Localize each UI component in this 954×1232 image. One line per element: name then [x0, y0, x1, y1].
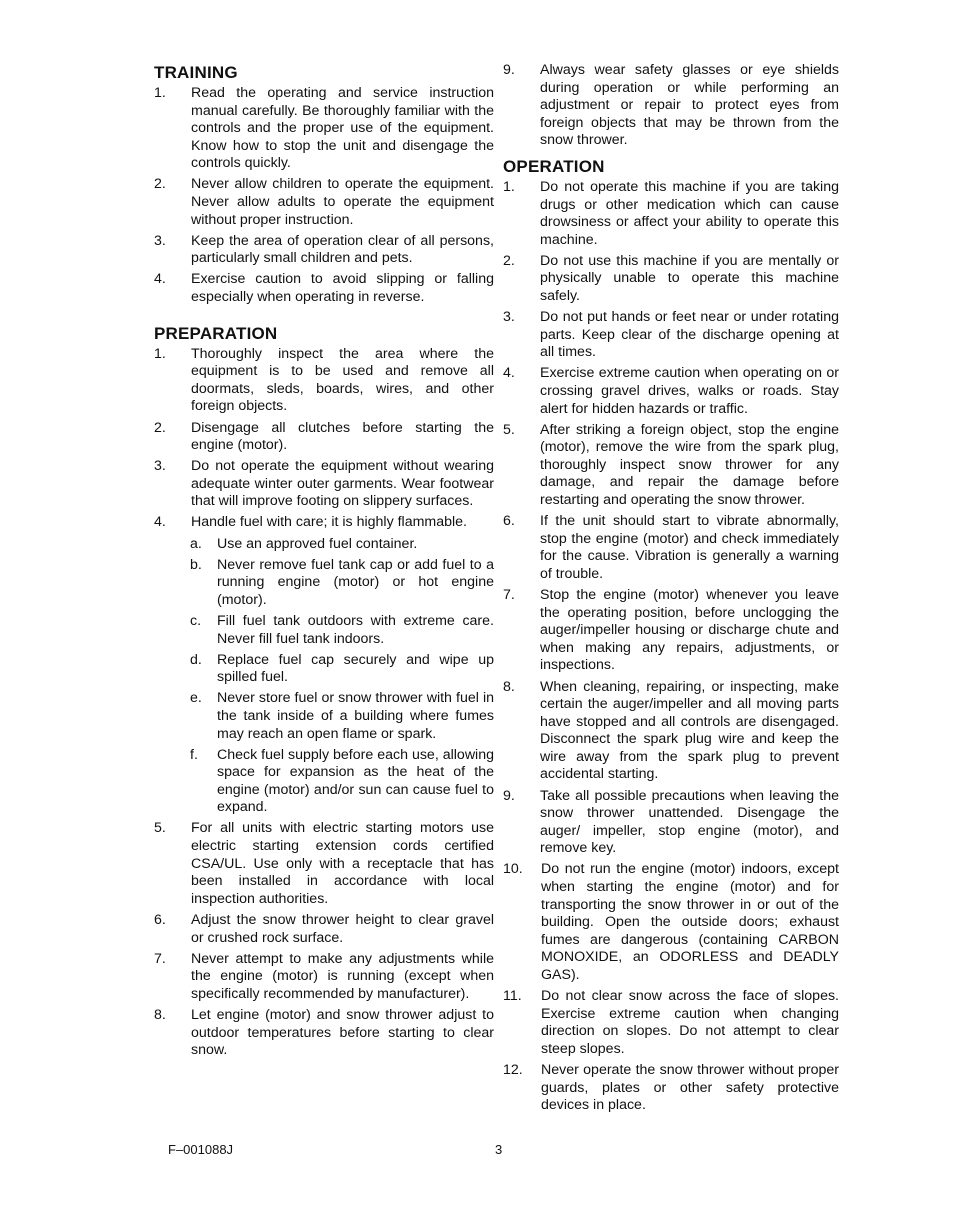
item-number: 4.: [154, 514, 166, 531]
list-item: [154, 912, 494, 947]
list-item: [503, 253, 839, 306]
item-text: Do not operate this machine if you are taking drugs or other medication which can cause drowsiness or affect your ability to operate this machine.: [540, 178, 839, 248]
item-number: 12.: [503, 1061, 523, 1078]
sub-list-item: [154, 613, 494, 648]
fuel-sublist: [154, 536, 494, 817]
list-item: [503, 679, 839, 785]
item-text: Do not put hands or feet near or under rotating parts. Keep clear of the discharge opening at all times.: [540, 309, 839, 361]
item-text: Never operate the snow thrower without proper guards, plates or other safety protective devices in place.: [541, 1061, 839, 1114]
item-text: Always wear safety glasses or eye shields during operation or while performing an adjustment or repair to protect eyes from foreign objects that may be thrown from the snow thrower.: [540, 62, 839, 149]
list-item: [154, 176, 494, 229]
list-item: [154, 346, 494, 416]
item-text: Never allow children to operate the equipment. Never allow adults to operate the equipment without proper instruction.: [191, 176, 494, 228]
item-number: 1.: [503, 178, 515, 195]
right-column: [503, 62, 839, 1118]
list-item: [154, 233, 494, 268]
item-number: 3.: [503, 309, 515, 326]
item-text: Read the operating and service instruction manual carefully. Be thoroughly familiar with the controls and the proper use of the equipment. Know how to stop the unit and disengage the controls quickly.: [191, 85, 494, 172]
item-number: 9.: [503, 62, 515, 78]
item-number: 6.: [154, 911, 166, 928]
list-item: [503, 788, 839, 858]
sub-item-text: Fill fuel tank outdoors with extreme care. Never fill fuel tank indoors.: [217, 612, 494, 647]
operation-heading: OPERATION: [503, 156, 605, 176]
list-item: [154, 271, 494, 306]
sub-item-letter: f.: [190, 746, 198, 763]
list-item: [503, 513, 839, 583]
sub-item-letter: d.: [190, 651, 202, 668]
item-number: 8.: [154, 1006, 166, 1023]
list-item: [503, 1062, 839, 1115]
item-text: Stop the engine (motor) whenever you leave the operating position, before unclogging the auger/impeller housing or discharge chute and when making any repairs, adjustments, or inspections.: [540, 587, 839, 674]
item-text: After striking a foreign object, stop the engine (motor), remove the wire from the spark plug, thoroughly inspect snow thrower for any damage, and repair the damage before restarting and operating the snow thrower.: [540, 421, 839, 509]
left-column: [154, 62, 494, 1063]
item-text: Handle fuel with care; it is highly flammable.: [191, 514, 467, 531]
item-text: Exercise extreme caution when operating on or crossing gravel drives, walks or roads. Stay alert for hidden hazards or traffic.: [540, 365, 839, 417]
list-item: [154, 1007, 494, 1060]
training-list: [154, 85, 494, 307]
item-text: Exercise caution to avoid slipping or falling especially when operating in reverse.: [191, 271, 494, 306]
item-number: 10.: [503, 861, 523, 878]
sub-list-item: [154, 690, 494, 743]
item-text: Take all possible precautions when leaving the snow thrower unattended. Disengage the auger/ impeller, stop engine (motor), and remove key.: [540, 787, 839, 857]
sub-item-letter: b.: [190, 556, 202, 573]
item-text: If the unit should start to vibrate abnormally, stop the engine (motor) and check immediately for the cause. Vibration is generally a warning of trouble.: [540, 513, 839, 582]
sub-item-text: Check fuel supply before each use, allowing space for expansion as the heat of the engine (motor) and/or sun can cause fuel to expand.: [217, 746, 494, 816]
page-number: 3: [495, 1142, 503, 1157]
item-text: When cleaning, repairing, or inspecting, make certain the auger/impeller and all moving parts have stopped and all controls are disengaged. Disconnect the spark plug wire and keep the wire away from the spark plug to prevent accidental starting.: [540, 678, 839, 783]
sub-item-letter: a.: [190, 535, 202, 552]
item-number: 4.: [503, 365, 515, 382]
list-item: [503, 422, 839, 510]
list-item: [154, 420, 494, 455]
item-text: Do not run the engine (motor) indoors, except when starting the engine (motor) and for transporting the snow thrower in or out of the building. Open the outside doors; exhaust fumes are dangerous (containing CARBON MONOXIDE, an ODORLESS and DEADLY GAS).: [541, 861, 839, 983]
list-item: [154, 951, 494, 1004]
sub-list-item: [154, 747, 494, 817]
item-number: 9.: [503, 787, 515, 804]
item-number: 5.: [154, 820, 166, 837]
item-text: For all units with electric starting motors use electric starting extension cords certified CSA/UL. Use only with a receptacle that has been installed in accordance with local inspection authorities.: [191, 820, 494, 907]
item-number: 2.: [503, 252, 515, 269]
list-item: [154, 820, 494, 908]
item-text: Do not clear snow across the face of slopes. Exercise extreme caution when changing direction on slopes. Do not attempt to clear steep slopes.: [541, 988, 839, 1057]
item-text: Keep the area of operation clear of all persons, particularly small children and pets.: [191, 232, 494, 267]
item-number: 5.: [503, 421, 515, 438]
item-number: 3.: [154, 232, 166, 249]
list-item: [154, 458, 494, 511]
operation-list: [503, 179, 839, 1115]
sub-item-text: Use an approved fuel container.: [217, 535, 418, 552]
list-item: [503, 988, 839, 1058]
sub-item-text: Never remove fuel tank cap or add fuel to a running engine (motor) or hot engine (motor).: [217, 556, 494, 608]
training-heading: TRAINING: [154, 63, 238, 82]
sub-list-item: [154, 652, 494, 687]
item-text: Do not use this machine if you are mentally or physically unable to operate this machine safely.: [540, 252, 839, 305]
item-number: 1.: [154, 85, 166, 101]
sub-item-text: Replace fuel cap securely and wipe up spilled fuel.: [217, 651, 494, 686]
item-number: 8.: [503, 678, 515, 695]
list-item: [154, 514, 494, 532]
item-number: 7.: [154, 950, 166, 967]
item-number: 11.: [503, 988, 522, 1005]
preparation-heading: PREPARATION: [154, 323, 278, 343]
item-number: 2.: [154, 176, 166, 193]
item-text: Adjust the snow thrower height to clear gravel or crushed rock surface.: [191, 911, 494, 946]
item-number: 1.: [154, 345, 166, 362]
list-item: [503, 365, 839, 418]
sub-list-item: [154, 536, 494, 554]
list-item: [503, 62, 839, 150]
item-number: 7.: [503, 587, 515, 604]
list-item: [154, 85, 494, 173]
sub-item-text: Never store fuel or snow thrower with fuel in the tank inside of a building where fumes may reach an open flame or spark.: [217, 690, 494, 742]
sub-list-item: [154, 557, 494, 610]
document-code: F–001088J: [168, 1142, 234, 1157]
item-text: Do not operate the equipment without wearing adequate winter outer garments. Wear footwear that will improve footing on slippery surfaces.: [191, 458, 494, 510]
item-number: 4.: [154, 271, 166, 288]
list-item: [503, 861, 839, 984]
item-number: 3.: [154, 458, 166, 475]
list-item: [503, 179, 839, 249]
item-text: Thoroughly inspect the area where the equipment is to be used and remove all doormats, sleds, boards, wires, and other foreign objects.: [191, 345, 494, 415]
item-text: Never attempt to make any adjustments while the engine (motor) is running (except when specifically recommended by manufacturer).: [191, 950, 494, 1002]
list-item: [503, 309, 839, 362]
item-number: 6.: [503, 513, 515, 530]
item-number: 2.: [154, 419, 166, 436]
item-text: Let engine (motor) and snow thrower adjust to outdoor temperatures before starting to clear snow.: [191, 1006, 494, 1059]
list-item: [503, 587, 839, 675]
preparation-list: [154, 346, 494, 1060]
sub-item-letter: c.: [190, 612, 202, 629]
sub-item-letter: e.: [190, 690, 202, 707]
item-text: Disengage all clutches before starting the engine (motor).: [191, 419, 494, 454]
